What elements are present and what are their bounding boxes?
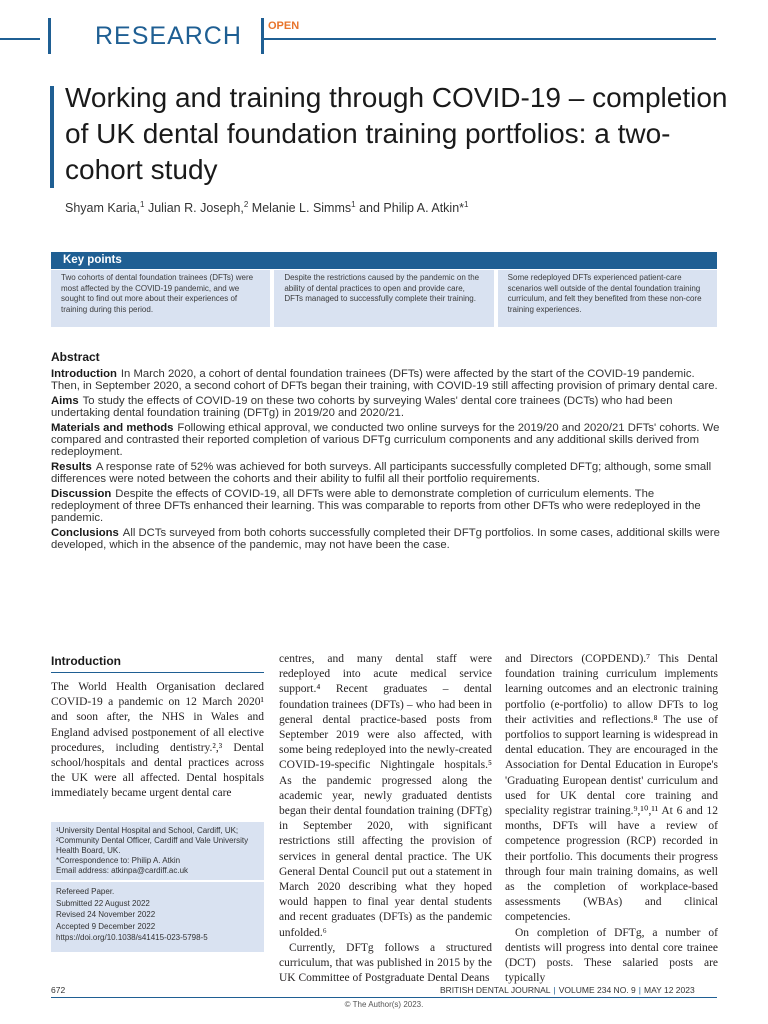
- title-accent-bar: [50, 86, 54, 188]
- abstract-text: A response rate of 52% was achieved for both surveys. All participants successfully completed DFTg; although, some small differences were noted between the cohorts and their ability to fulfil all their portfolio requirements.: [51, 461, 712, 485]
- abstract-heading: Abstract: [51, 350, 100, 364]
- affiliation-line: Health Board, UK.: [56, 846, 121, 855]
- journal-volume: VOLUME 234 NO. 9: [558, 985, 636, 995]
- refereed-box: [51, 882, 264, 952]
- journal-footer: BRITISH DENTAL JOURNAL | VOLUME 234 NO. 9 | MAY 12 2023: [440, 985, 695, 995]
- author-name: Shyam Karia,: [65, 201, 141, 216]
- paragraph: Currently, DFTg follows a structured curriculum, that was published in 2015 by the UK Committee of Postgraduate Dental Deans: [279, 941, 492, 985]
- affiliations-box: [51, 822, 264, 880]
- abstract-text: Despite the effects of COVID-19, all DFTs were able to demonstrate completion of curriculum elements. The redeployment of three DFTs enhanced their learning. This was comparable to reports from other DFTs who were redeployed in the pandemic.: [51, 488, 701, 524]
- abstract: [51, 350, 721, 554]
- abstract-label: Introduction: [51, 368, 117, 380]
- abstract-label: Materials and methods: [51, 422, 174, 434]
- paragraph: On completion of DFTg, a number of dentists will progress into dental core trainee (DCT) posts. These salaried posts are typically: [505, 926, 718, 985]
- correspondence-line: *Correspondence to: Philip A. Atkin: [56, 856, 181, 865]
- paragraph: and Directors (COPDEND).⁷ This Dental foundation training curriculum implements learning outcomes and an electronic training portfolio (e-portfolio) to allow DFTs to log their activities and reflections.⁸ The use of portfolios to support learning is widespread in dental education. They are encouraged in the Association for Dental Education in Europe's 'Graduating European dentist' curriculum and used for UK dental core training and speciality registrar training.⁹,¹⁰,¹¹ At 6 and 12 months, DFTs will have a review of competence progression (RCP) recorded in their portfolio. This documents their progress through four main training domains, as well as the completion of workplace-based assessments (WBAs) and clinical competencies.: [505, 653, 718, 924]
- abstract-label: Results: [51, 461, 92, 473]
- key-points-heading: Key points: [51, 252, 717, 269]
- affiliation-marker: 1: [351, 200, 356, 209]
- header-divider: [48, 18, 51, 54]
- header-rule-right: [264, 38, 716, 40]
- key-point: Two cohorts of dental foundation trainees (DFTs) were most affected by the COVID-19 pandemic, and we sought to find out more about their experiences of training during this period.: [51, 270, 270, 327]
- abstract-section: [51, 461, 721, 485]
- affiliation-marker: 1: [464, 200, 469, 209]
- doi-link[interactable]: https://doi.org/10.1038/s41415-023-5798-5: [56, 933, 208, 942]
- key-point: Some redeployed DFTs experienced patient-care scenarios well outside of the dental foundation training curriculum, and felt they benefited from these non-core training experiences.: [498, 270, 717, 327]
- affiliation-line: ²Community Dental Officer, Cardiff and Vale University: [56, 836, 249, 845]
- abstract-text: All DCTs surveyed from both cohorts successfully completed their DFTg portfolios. In some cases, additional skills were developed, which in the absence of the pandemic, may not have been the case.: [51, 527, 720, 551]
- author-list: [65, 200, 725, 215]
- key-point: Despite the restrictions caused by the pandemic on the ability of dental practices to open and provide care, DFTs managed to successfully complete their training.: [274, 270, 493, 327]
- section-rule: [51, 672, 264, 673]
- abstract-text: Following ethical approval, we conducted two online surveys for the 2019/20 and 2020/21 DFTs' cohorts. We compared and contrasted their reported completion of various DFTg curriculum components and any additional skills derived from redeployment.: [51, 422, 720, 458]
- journal-date: MAY 12 2023: [643, 985, 695, 995]
- body-column-3: [505, 652, 718, 986]
- article-title: Working and training through COVID-19 – completion of UK dental foundation training portfolios: a two-cohort study: [65, 82, 728, 185]
- key-points-box: [51, 252, 717, 327]
- abstract-label: Discussion: [51, 488, 112, 500]
- submitted-date: Submitted 22 August 2022: [56, 898, 150, 908]
- affiliation-marker: 2: [243, 200, 249, 209]
- page-number: 672: [51, 985, 66, 995]
- copyright: © The Author(s) 2023.: [344, 1000, 424, 1009]
- email-line: Email address: atkinpa@cardiff.ac.uk: [56, 866, 189, 875]
- author-name: and Philip A. Atkin*: [359, 201, 465, 216]
- paragraph: centres, and many dental staff were redeployed into acute medical service support.⁴ Recent graduates – dental foundation trainees (DFTs) – who had been in general dental practice-based posts from September 2019 were also affected, with some being redeployed into the newly-created COVID-19-specific Nightingale hospitals.⁵ As the pandemic progressed along the academic year, newly graduated dentists began their dental foundation training (DFTg) in September 2020, with significant restrictions still affecting the provision of services in general dental practice. The UK General Dental Council put out a statement in March 2020 describing what they hoped would happen to final year dental students and recent graduates (DFTs) as the pandemic unfolded.⁶: [279, 653, 492, 939]
- paragraph: The World Health Organisation declared COVID-19 a pandemic on 12 March 2020¹ and soon after, the NHS in Wales and England advised postponement of all elective procedures, including dentistry.²,³ Dental school/hospitals and dental practices across the UK were all affected. Dental hospitals immediately became urgent dental care: [51, 681, 264, 800]
- header-divider: [261, 18, 264, 54]
- body-column-2: [279, 652, 492, 986]
- abstract-text: In March 2020, a cohort of dental foundation trainees (DFTs) were affected by the start of the COVID-19 pandemic. Then, in September 2020, a second cohort of DFTs began their training, with COVID-19 still affecting provision of primary dental care.: [51, 368, 718, 392]
- affiliation-marker: 1: [140, 200, 145, 209]
- affiliation-line: ¹University Dental Hospital and School, Cardiff, UK;: [56, 826, 239, 835]
- abstract-section: [51, 395, 721, 419]
- abstract-section: [51, 527, 721, 551]
- open-access-badge: OPEN: [268, 20, 300, 32]
- abstract-section: [51, 368, 721, 392]
- body-column-1: [51, 680, 264, 802]
- revised-date: Revised 24 November 2022: [56, 910, 156, 919]
- journal-name: BRITISH DENTAL JOURNAL: [440, 985, 551, 995]
- abstract-label: Conclusions: [51, 527, 119, 539]
- refereed-label: Refereed Paper.: [56, 887, 115, 896]
- introduction-heading: Introduction: [51, 654, 121, 668]
- abstract-section: [51, 422, 721, 458]
- header-rule-left: [0, 38, 40, 40]
- author-name: Melanie L. Simms: [251, 201, 352, 216]
- footer-rule: [51, 997, 717, 998]
- accepted-date: Accepted 9 December 2022: [56, 921, 156, 931]
- abstract-text: To study the effects of COVID-19 on these two cohorts by surveying Wales' dental core trainees (DCTs) who had been undertaking dental foundation training (DFTg) in 2019/20 and 2020/21.: [51, 395, 673, 419]
- abstract-label: Aims: [51, 395, 79, 407]
- abstract-section: [51, 488, 721, 524]
- section-label: RESEARCH: [95, 22, 242, 50]
- author-name: Julian R. Joseph,: [147, 201, 244, 216]
